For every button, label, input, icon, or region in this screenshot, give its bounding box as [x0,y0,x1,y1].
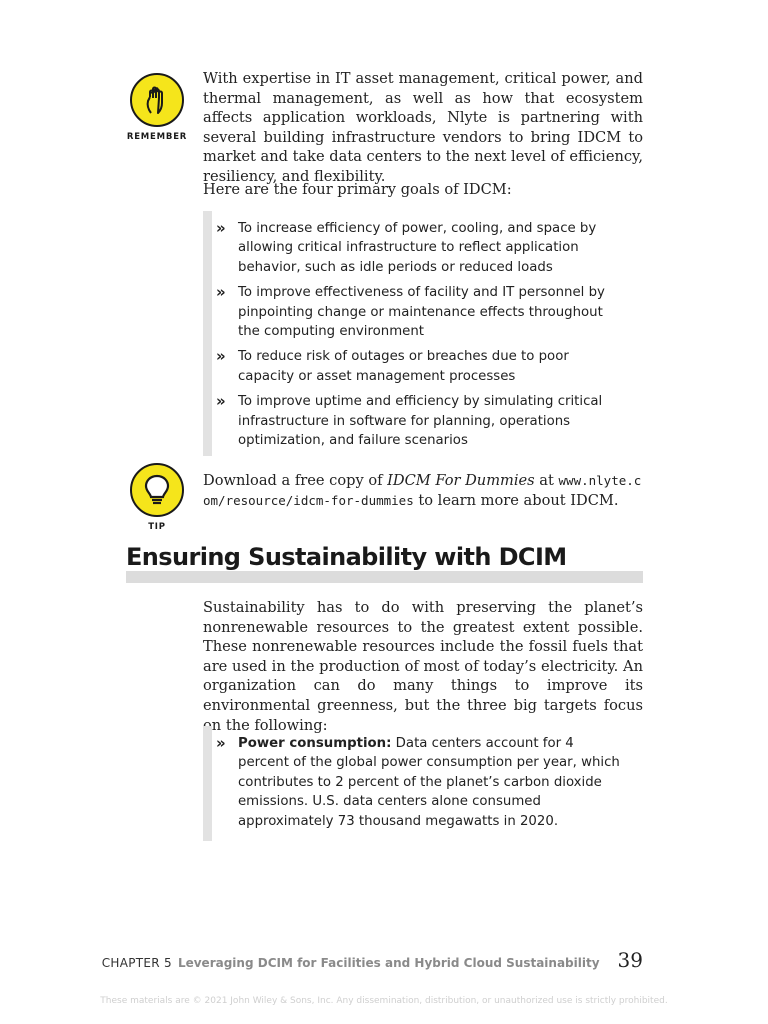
heading-underline-bar [126,571,643,583]
section-heading: Ensuring Sustainability with DCIM [126,543,567,571]
tip-prefix: Download a free copy of [203,472,388,489]
tip-icon [130,463,184,517]
list-item [212,283,652,341]
download-link[interactable]: www.nlyte.com/resource/idcm-for-dummies [203,473,642,508]
double-chevron-icon: » [216,219,226,237]
lightbulb-icon [142,473,172,507]
targets-list [203,726,652,841]
goals-list [203,211,652,456]
tip-icon-block [119,463,195,532]
page-footer [100,948,643,972]
chapter-title: Leveraging DCIM for Facilities and Hybrid Cloud Sustainability [177,956,600,970]
remember-icon-block [119,73,195,142]
goal-text: To reduce risk of outages or breaches due to poor capacity or asset management processes [238,349,569,384]
goal-text: To improve uptime and efficiency by simulating critical infrastructure in software for planning, operations optimization, and failure scenarios [238,394,603,449]
double-chevron-icon: » [216,392,226,411]
list-item [212,347,652,386]
goal-text: To improve effectiveness of facility and IT personnel by pinpointing change or maintenance effects throughout the computing environment [238,285,605,340]
tip-paragraph [203,471,643,510]
target-text [238,734,652,831]
book-title: IDCM For Dummies [387,472,535,489]
page-number: 39 [617,948,643,972]
goals-intro: Here are the four primary goals of IDCM: [203,181,512,198]
goal-text: To increase efficiency of power, cooling, and space by allowing critical infrastructure to reflect application behavior, such as idle periods or reduced loads [238,221,597,275]
finger-string-icon [140,83,174,117]
target-label: Power consumption: [238,736,392,751]
double-chevron-icon: » [216,734,226,752]
remember-paragraph: With expertise in IT asset management, critical power, and thermal management, as well as how that ecosystem affects application workloads, Nlyte is partnering with several building infrastructure vendors to bring IDCM to market and take data centers to the next level of efficiency, resiliency, and flexibility. [203,70,643,185]
remember-icon [130,73,184,127]
remember-icon-label: REMEMBER [126,132,188,142]
tip-icon-label: TIP [148,522,166,532]
tip-suffix: to learn more about IDCM. [413,491,619,509]
double-chevron-icon: » [216,347,226,366]
list-item [212,734,652,831]
list-item [212,219,652,277]
sustainability-paragraph: Sustainability has to do with preserving the planet’s nonrenewable resources to the greatest extent possible. These nonrenewable resources include the fossil fuels that are used in the production of most of today’s electricity. An organization can do many things to improve its environmental greenness, but the three big targets focus on the following: [203,599,643,734]
copyright-notice: These materials are © 2021 John Wiley & Sons, Inc. Any dissemination, distribution, or unauthorized use is strictly prohibited. [100,996,668,1006]
target-description: Data centers account for 4 percent of the global power consumption per year, which contributes to 2 percent of the planet’s carbon dioxide emissions. U.S. data centers alone consumed approximately 73 thousand megawatts in 2020. [238,736,620,829]
double-chevron-icon: » [216,283,226,302]
tip-middle: at [534,472,559,489]
section-heading-block [126,543,643,583]
list-item [212,392,652,450]
chapter-label: CHAPTER 5 [101,956,172,970]
